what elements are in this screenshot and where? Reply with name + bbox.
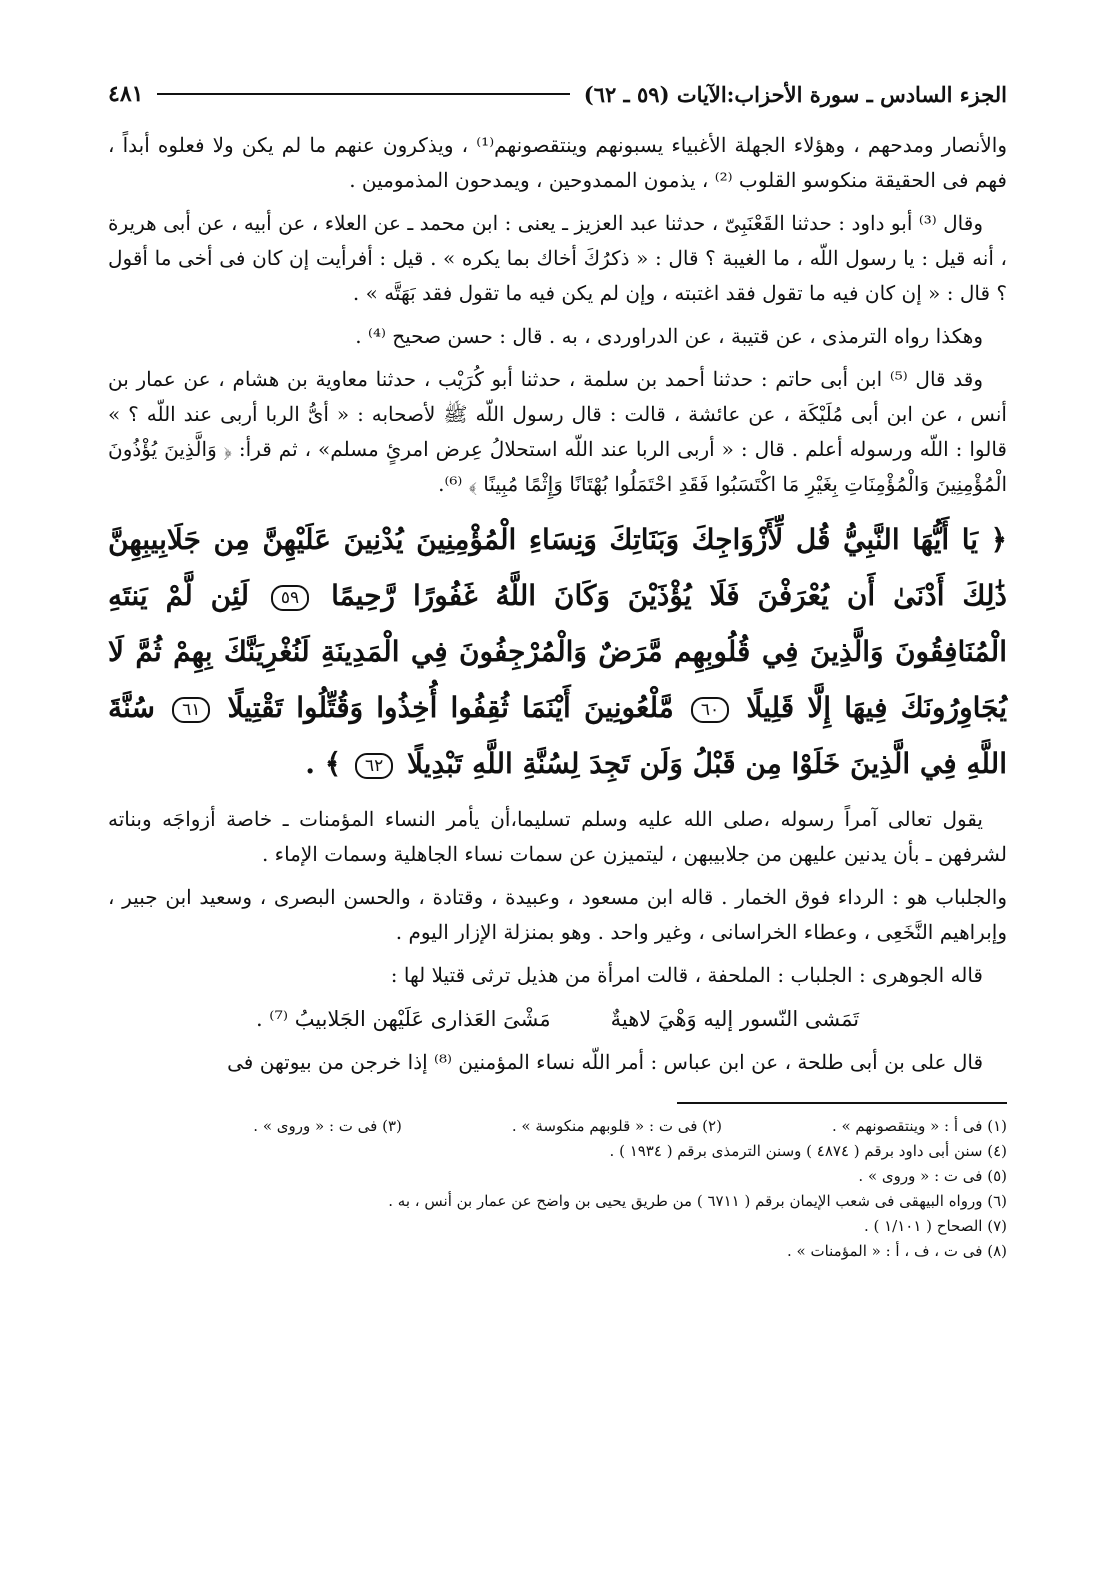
footnote-row: [108, 1114, 1007, 1139]
paragraph: والأنصار ومدحهم ، وهؤلاء الجهلة الأغبياء يسبونهم وينتقصونهم⁽¹⁾ ، ويذكرون عنهم ما لم يكن ولا فعلوه أبداً ، فهم فى الحقيقة منكوسو القلوب ⁽²⁾ ، يذمون الممدوحين ، ويمدحون المذمومين .: [108, 133, 1008, 192]
footnote: (٤) سنن أبى داود برقم ( ٤٨٧٤ ) وسنن الترمذى برقم ( ١٩٣٤ ) .: [609, 1142, 1007, 1160]
quran-text: سُنَّةَ اللَّهِ فِي الَّذِينَ خَلَوْا مِن قَبْلُ وَلَن تَجِدَ لِسُنَّةِ اللَّهِ تَبْدِيلًا: [108, 691, 1007, 780]
ayah-number-marker: ٦٢: [355, 753, 393, 779]
quran-text: يَا أَيُّهَا النَّبِيُّ قُل لِّأَزْوَاجِكَ وَبَنَاتِكَ وَنِسَاءِ الْمُؤْمِنِينَ يُدْنِينَ عَلَيْهِنَّ مِن جَلَابِيبِهِنَّ ذَٰلِكَ أَدْنَىٰ أَن يُعْرَفْنَ فَلَا يُؤْذَيْنَ وَكَانَ اللَّهُ غَفُورًا رَّحِيمًا: [108, 523, 1007, 612]
ayah-number-marker: ٦١: [172, 697, 210, 723]
verse-hemistich: مَشْىَ العَذارى عَلَيْهن الجَلابيبُ ⁽⁷⁾ .: [255, 1007, 551, 1031]
ayah-number-marker: ٥٩: [271, 585, 309, 611]
footnote: (٧) الصحاح ( ١/١٠١ ) .: [863, 1217, 1007, 1235]
paragraph: والجلباب هو : الرداء فوق الخمار . قاله ابن مسعود ، وعبيدة ، وقتادة ، والحسن البصرى ، وسعيد ابن جبير ، وإبراهيم النَّخَعِى ، وعطاء الخراسانى ، وغير واحد . وهو بمنزلة الإزار اليوم .: [108, 885, 1007, 944]
paragraph: قاله الجوهرى : الجلباب : الملحفة ، قالت امرأة من هذيل ترثى قتيلا لها :: [390, 963, 983, 987]
quran-verses: [108, 512, 1007, 792]
paragraph: وقد قال ⁽⁵⁾ ابن أبى حاتم : حدثنا أحمد بن سلمة ، حدثنا أبو كُرَيْب ، حدثنا معاوية بن هشام ، عن عمار بن أنس ، عن ابن أبى مُلَيْكَة ، عن عائشة ، قالت : قال رسول اللّه ﷺ لأصحابه : « أىُّ الربا أربى عند اللّه ؟ » قالوا : اللّه ورسوله أعلم . قال : « أربى الربا عند اللّه استحلالُ عِرض امرئٍ مسلم» ، ثم قرأ: ﴿ وَالَّذِينَ يُؤْذُونَ الْمُؤْمِنِينَ وَالْمُؤْمِنَاتِ بِغَيْرِ مَا اكْتَسَبُوا فَقَدِ احْتَمَلُوا بُهْتَانًا وَإِثْمًا مُبِينًا ﴾ ⁽⁶⁾.: [108, 367, 1007, 496]
quran-text: مَّلْعُونِينَ أَيْنَمَا ثُقِفُوا أُخِذُوا وَقُتِّلُوا تَقْتِيلًا: [227, 691, 674, 724]
verse-hemistich: تَمَشى النّسور إليه وَهْيَ لاهيةٌ: [610, 1007, 860, 1031]
ayah-number-marker: ٦٠: [691, 697, 729, 723]
footnote: (٣) فى ت : « وروى » .: [253, 1117, 402, 1135]
poetry-verse: [108, 1001, 1007, 1037]
footnotes: [108, 1114, 1007, 1264]
footnote: (٢) فى ت : « قلوبهم منكوسة » .: [511, 1117, 722, 1135]
ornate-bracket-close: ﴾ .: [305, 747, 342, 780]
footnote: (٥) فى ت : « وروى » .: [858, 1167, 1007, 1185]
running-title: الجزء السادس ـ سورة الأحزاب:الآيات (٥٩ ـ ٦٢): [583, 81, 1007, 107]
page-number: ٤٨١: [108, 81, 144, 107]
footnote: (٦) ورواه البيهقى فى شعب الإيمان برقم ( ٦٧١١ ) من طريق يحيى بن واضح عن عمار بن أنس ، به .: [388, 1192, 1007, 1210]
footnote: (١) فى أ : « وينتقصونهم » .: [831, 1117, 1007, 1135]
paragraph: وهكذا رواه الترمذى ، عن قتيبة ، عن الدراوردى ، به . قال : حسن صحيح ⁽⁴⁾ .: [355, 324, 983, 348]
page-header: [108, 72, 1007, 116]
footnote-separator: [677, 1102, 1007, 1104]
footnote: (٨) فى ت ، ف ، أ : « المؤمنات » .: [786, 1242, 1007, 1260]
ornate-bracket-open: ﴿: [990, 523, 1007, 556]
page-body: [108, 128, 1007, 1080]
paragraph: وقال ⁽³⁾ أبو داود : حدثنا القَعْنَبِىّ ، حدثنا عبد العزيز ـ يعنى : ابن محمد ـ عن العلاء ، عن أبيه ، عن أبى هريرة ، أنه قيل : يا رسول اللّه ، ما الغيبة ؟ قال : « ذكرُكَ أخاك بما يكره » . قيل : أفرأيت إن كان فى أخى ما أقول ؟ قال : « إن كان فيه ما تقول فقد اغتبته ، وإن لم يكن فيه ما تقول فقد بَهَتَّه » .: [108, 211, 1007, 305]
paragraph: قال على بن أبى طلحة ، عن ابن عباس : أمر اللّه نساء المؤمنين ⁽⁸⁾ إذا خرجن من بيوتهن فى: [227, 1050, 983, 1074]
quran-text: لَئِن لَّمْ يَنتَهِ الْمُنَافِقُونَ وَالَّذِينَ فِي قُلُوبِهِم مَّرَضٌ وَالْمُرْجِفُونَ فِي الْمَدِينَةِ لَنُغْرِيَنَّكَ بِهِمْ ثُمَّ لَا يُجَاوِرُونَكَ فِيهَا إِلَّا قَلِيلًا: [108, 579, 1008, 724]
paragraph: يقول تعالى آمراً رسوله ،صلى الله عليه وسلم تسليما،أن يأمر النساء المؤمنات ـ خاصة أزواجَه وبناته لشرفهن ـ بأن يدنين عليهن من جلابيبهن ، ليتميزن عن سمات نساء الجاهلية وسمات الإماء .: [108, 807, 1007, 866]
header-rule: [157, 93, 569, 95]
